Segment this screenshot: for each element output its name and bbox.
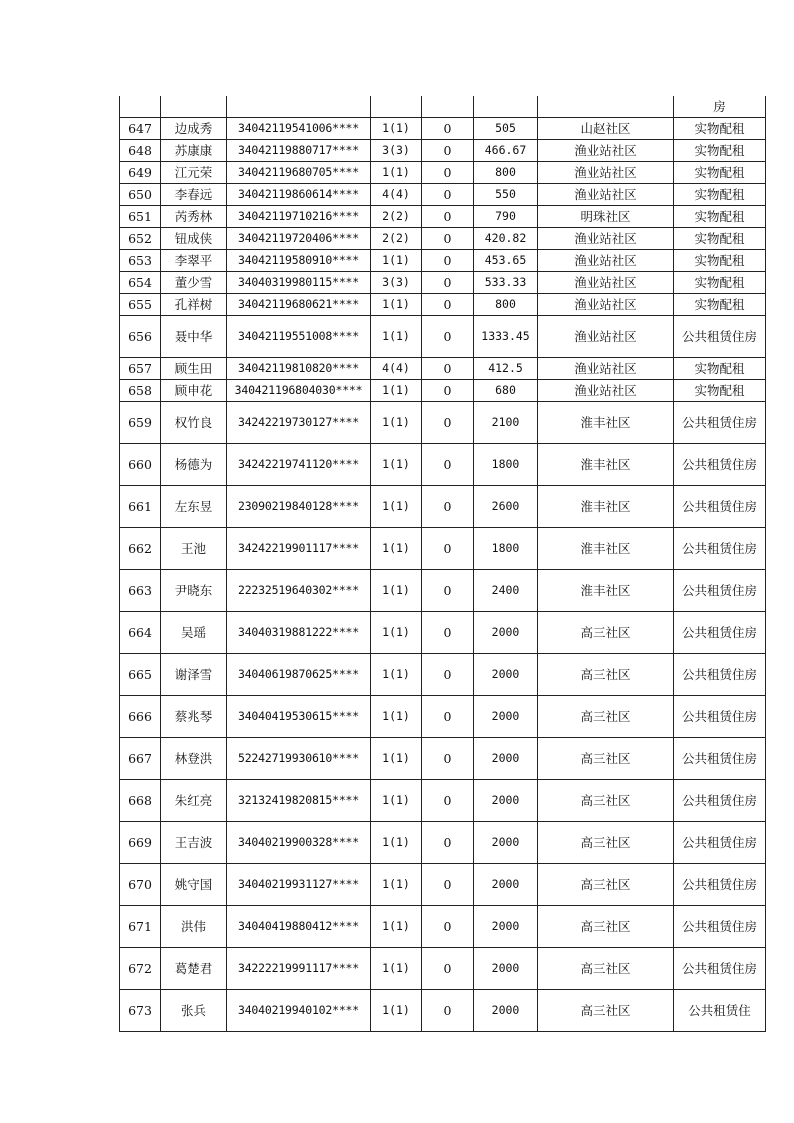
cell-name: 李春远 <box>161 184 227 206</box>
cell-community: 淮丰社区 <box>538 444 674 486</box>
cell-no: 668 <box>120 780 161 822</box>
cell-housing-type: 实物配租 <box>674 228 766 250</box>
cell-housing-type: 实物配租 <box>674 272 766 294</box>
cell-id-number: 34042119541006**** <box>227 118 371 140</box>
cell-no: 666 <box>120 696 161 738</box>
cell-housing-type: 公共租赁住房 <box>674 612 766 654</box>
cell-zero: 0 <box>422 272 474 294</box>
cell-id-number: 34042119680705**** <box>227 162 371 184</box>
cell-name: 尹晓东 <box>161 570 227 612</box>
cell-no: 656 <box>120 316 161 358</box>
table-row <box>120 612 766 654</box>
cell-zero: 0 <box>422 162 474 184</box>
cell-id-number: 34042119710216**** <box>227 206 371 228</box>
cell-housing-type: 公共租赁住房 <box>674 864 766 906</box>
cell-community: 淮丰社区 <box>538 486 674 528</box>
cell-zero: 0 <box>422 380 474 402</box>
cell-zero: 0 <box>422 654 474 696</box>
cell-no: 665 <box>120 654 161 696</box>
cell-id-number: 32132419820815**** <box>227 780 371 822</box>
cell-amount: 1333.45 <box>474 316 538 358</box>
cell-community: 山赵社区 <box>538 118 674 140</box>
table-row <box>120 140 766 162</box>
cell-household: 3(3) <box>371 140 422 162</box>
cell-household: 1(1) <box>371 486 422 528</box>
cell-housing-type: 公共租赁住 <box>674 990 766 1032</box>
cell-no: 652 <box>120 228 161 250</box>
cell-housing-type: 公共租赁住房 <box>674 948 766 990</box>
cell-no: 660 <box>120 444 161 486</box>
table-row <box>120 228 766 250</box>
cell-amount: 680 <box>474 380 538 402</box>
cell-name: 江元荣 <box>161 162 227 184</box>
cell-id-number: 34040319881222**** <box>227 612 371 654</box>
cell-name: 左东昱 <box>161 486 227 528</box>
cell-no: 650 <box>120 184 161 206</box>
cell-name <box>161 96 227 118</box>
cell-community: 高三社区 <box>538 906 674 948</box>
cell-no: 663 <box>120 570 161 612</box>
cell-name: 苏康康 <box>161 140 227 162</box>
table-row <box>120 380 766 402</box>
cell-community: 渔业站社区 <box>538 140 674 162</box>
cell-community: 渔业站社区 <box>538 184 674 206</box>
cell-household: 2(2) <box>371 206 422 228</box>
cell-community: 高三社区 <box>538 738 674 780</box>
table-row <box>120 864 766 906</box>
cell-name: 芮秀林 <box>161 206 227 228</box>
cell-no: 673 <box>120 990 161 1032</box>
cell-name: 林登洪 <box>161 738 227 780</box>
table-row-continued <box>120 96 766 118</box>
cell-amount: 1800 <box>474 444 538 486</box>
cell-zero: 0 <box>422 444 474 486</box>
cell-amount: 2400 <box>474 570 538 612</box>
cell-no: 654 <box>120 272 161 294</box>
cell-housing-type: 公共租赁住房 <box>674 780 766 822</box>
cell-community: 高三社区 <box>538 864 674 906</box>
cell-zero: 0 <box>422 184 474 206</box>
cell-zero: 0 <box>422 570 474 612</box>
cell-zero: 0 <box>422 864 474 906</box>
cell-household: 1(1) <box>371 948 422 990</box>
cell-no: 651 <box>120 206 161 228</box>
cell-zero <box>422 96 474 118</box>
cell-housing-type: 公共租赁住房 <box>674 570 766 612</box>
table-row <box>120 184 766 206</box>
cell-household: 1(1) <box>371 822 422 864</box>
cell-zero: 0 <box>422 906 474 948</box>
cell-amount: 2000 <box>474 654 538 696</box>
cell-housing-type: 实物配租 <box>674 118 766 140</box>
cell-amount: 2000 <box>474 780 538 822</box>
cell-household: 4(4) <box>371 358 422 380</box>
cell-amount: 412.5 <box>474 358 538 380</box>
cell-community: 高三社区 <box>538 948 674 990</box>
cell-household: 1(1) <box>371 250 422 272</box>
cell-zero: 0 <box>422 402 474 444</box>
cell-name: 顾生田 <box>161 358 227 380</box>
cell-housing-type: 公共租赁住房 <box>674 486 766 528</box>
cell-no: 655 <box>120 294 161 316</box>
cell-housing-type: 实物配租 <box>674 358 766 380</box>
cell-housing-type: 房 <box>674 96 766 118</box>
cell-name: 权竹良 <box>161 402 227 444</box>
cell-id-number: 34042119880717**** <box>227 140 371 162</box>
cell-no: 670 <box>120 864 161 906</box>
cell-name: 孔祥树 <box>161 294 227 316</box>
cell-household: 1(1) <box>371 316 422 358</box>
cell-household: 1(1) <box>371 654 422 696</box>
cell-community: 高三社区 <box>538 696 674 738</box>
cell-household: 1(1) <box>371 570 422 612</box>
cell-amount <box>474 96 538 118</box>
cell-name: 钮成侠 <box>161 228 227 250</box>
cell-community: 渔业站社区 <box>538 358 674 380</box>
cell-name: 朱红亮 <box>161 780 227 822</box>
cell-no: 647 <box>120 118 161 140</box>
cell-name: 顾申花 <box>161 380 227 402</box>
cell-household: 2(2) <box>371 228 422 250</box>
cell-household: 1(1) <box>371 380 422 402</box>
cell-household: 1(1) <box>371 612 422 654</box>
cell-no <box>120 96 161 118</box>
cell-community: 渔业站社区 <box>538 316 674 358</box>
table-row <box>120 402 766 444</box>
cell-name: 蔡兆琴 <box>161 696 227 738</box>
table-row <box>120 358 766 380</box>
cell-name: 李翠平 <box>161 250 227 272</box>
cell-id-number: 34040419530615**** <box>227 696 371 738</box>
cell-community: 渔业站社区 <box>538 380 674 402</box>
cell-id-number: 340421196804030**** <box>227 380 371 402</box>
cell-amount: 2000 <box>474 696 538 738</box>
table-row <box>120 272 766 294</box>
cell-community: 高三社区 <box>538 654 674 696</box>
cell-household: 1(1) <box>371 444 422 486</box>
cell-housing-type: 实物配租 <box>674 140 766 162</box>
housing-allocation-table <box>119 96 766 1032</box>
cell-zero: 0 <box>422 294 474 316</box>
cell-community: 淮丰社区 <box>538 570 674 612</box>
cell-amount: 2000 <box>474 612 538 654</box>
cell-housing-type: 实物配租 <box>674 206 766 228</box>
cell-zero: 0 <box>422 118 474 140</box>
cell-community: 渔业站社区 <box>538 250 674 272</box>
cell-id-number: 34040419880412**** <box>227 906 371 948</box>
cell-id-number: 23090219840128**** <box>227 486 371 528</box>
cell-zero: 0 <box>422 990 474 1032</box>
cell-amount: 2000 <box>474 822 538 864</box>
cell-amount: 2000 <box>474 906 538 948</box>
cell-id-number: 34040619870625**** <box>227 654 371 696</box>
cell-id-number: 34242219730127**** <box>227 402 371 444</box>
cell-zero: 0 <box>422 486 474 528</box>
cell-community: 渔业站社区 <box>538 228 674 250</box>
cell-no: 659 <box>120 402 161 444</box>
table-body <box>120 96 766 1032</box>
cell-community: 淮丰社区 <box>538 402 674 444</box>
table-row <box>120 486 766 528</box>
cell-housing-type: 实物配租 <box>674 250 766 272</box>
cell-housing-type: 公共租赁住房 <box>674 528 766 570</box>
table-row <box>120 444 766 486</box>
cell-community <box>538 96 674 118</box>
table-row <box>120 696 766 738</box>
cell-name: 边成秀 <box>161 118 227 140</box>
table-row <box>120 294 766 316</box>
cell-household <box>371 96 422 118</box>
cell-amount: 2000 <box>474 864 538 906</box>
cell-zero: 0 <box>422 528 474 570</box>
cell-amount: 420.82 <box>474 228 538 250</box>
cell-name: 吴瑶 <box>161 612 227 654</box>
cell-housing-type: 公共租赁住房 <box>674 738 766 780</box>
table-row <box>120 780 766 822</box>
cell-amount: 2000 <box>474 948 538 990</box>
cell-no: 671 <box>120 906 161 948</box>
cell-no: 667 <box>120 738 161 780</box>
cell-household: 1(1) <box>371 738 422 780</box>
cell-name: 姚守国 <box>161 864 227 906</box>
table-row <box>120 738 766 780</box>
cell-no: 657 <box>120 358 161 380</box>
table-row <box>120 570 766 612</box>
cell-id-number: 34242219741120**** <box>227 444 371 486</box>
cell-name: 谢泽雪 <box>161 654 227 696</box>
cell-household: 1(1) <box>371 118 422 140</box>
cell-id-number: 34242219901117**** <box>227 528 371 570</box>
cell-community: 淮丰社区 <box>538 528 674 570</box>
cell-zero: 0 <box>422 738 474 780</box>
cell-no: 664 <box>120 612 161 654</box>
cell-community: 高三社区 <box>538 990 674 1032</box>
table-row <box>120 118 766 140</box>
cell-housing-type: 公共租赁住房 <box>674 822 766 864</box>
cell-household: 3(3) <box>371 272 422 294</box>
table-row <box>120 206 766 228</box>
cell-housing-type: 实物配租 <box>674 380 766 402</box>
cell-amount: 1800 <box>474 528 538 570</box>
cell-id-number: 34042119580910**** <box>227 250 371 272</box>
cell-zero: 0 <box>422 358 474 380</box>
cell-zero: 0 <box>422 696 474 738</box>
cell-zero: 0 <box>422 780 474 822</box>
table-row <box>120 162 766 184</box>
cell-amount: 533.33 <box>474 272 538 294</box>
cell-housing-type: 实物配租 <box>674 184 766 206</box>
cell-zero: 0 <box>422 206 474 228</box>
cell-housing-type: 公共租赁住房 <box>674 696 766 738</box>
cell-housing-type: 公共租赁住房 <box>674 654 766 696</box>
cell-zero: 0 <box>422 948 474 990</box>
cell-no: 648 <box>120 140 161 162</box>
cell-amount: 790 <box>474 206 538 228</box>
table-row <box>120 528 766 570</box>
table-row <box>120 654 766 696</box>
cell-name: 葛楚君 <box>161 948 227 990</box>
cell-no: 661 <box>120 486 161 528</box>
cell-id-number: 22232519640302**** <box>227 570 371 612</box>
cell-amount: 2000 <box>474 990 538 1032</box>
cell-amount: 505 <box>474 118 538 140</box>
cell-household: 1(1) <box>371 696 422 738</box>
cell-housing-type: 公共租赁住房 <box>674 316 766 358</box>
cell-name: 杨德为 <box>161 444 227 486</box>
cell-household: 1(1) <box>371 864 422 906</box>
cell-zero: 0 <box>422 822 474 864</box>
cell-household: 1(1) <box>371 528 422 570</box>
cell-amount: 453.65 <box>474 250 538 272</box>
cell-amount: 466.67 <box>474 140 538 162</box>
cell-household: 4(4) <box>371 184 422 206</box>
cell-name: 聂中华 <box>161 316 227 358</box>
cell-id-number: 34042119720406**** <box>227 228 371 250</box>
cell-zero: 0 <box>422 316 474 358</box>
cell-id-number: 34040219931127**** <box>227 864 371 906</box>
cell-community: 渔业站社区 <box>538 162 674 184</box>
cell-community: 明珠社区 <box>538 206 674 228</box>
cell-zero: 0 <box>422 250 474 272</box>
cell-name: 王池 <box>161 528 227 570</box>
cell-zero: 0 <box>422 612 474 654</box>
cell-id-number: 34042119860614**** <box>227 184 371 206</box>
cell-community: 高三社区 <box>538 780 674 822</box>
cell-household: 1(1) <box>371 402 422 444</box>
cell-id-number: 52242719930610**** <box>227 738 371 780</box>
cell-housing-type: 公共租赁住房 <box>674 444 766 486</box>
cell-no: 649 <box>120 162 161 184</box>
cell-id-number: 34042119810820**** <box>227 358 371 380</box>
cell-amount: 800 <box>474 294 538 316</box>
cell-amount: 550 <box>474 184 538 206</box>
cell-name: 张兵 <box>161 990 227 1032</box>
cell-id-number: 34042119680621**** <box>227 294 371 316</box>
table-row <box>120 948 766 990</box>
cell-housing-type: 公共租赁住房 <box>674 402 766 444</box>
table-row <box>120 316 766 358</box>
cell-name: 洪伟 <box>161 906 227 948</box>
cell-id-number: 34040219900328**** <box>227 822 371 864</box>
cell-community: 高三社区 <box>538 612 674 654</box>
cell-id-number <box>227 96 371 118</box>
cell-amount: 2100 <box>474 402 538 444</box>
cell-community: 渔业站社区 <box>538 272 674 294</box>
cell-housing-type: 实物配租 <box>674 162 766 184</box>
table-row <box>120 250 766 272</box>
cell-no: 672 <box>120 948 161 990</box>
cell-id-number: 34040319980115**** <box>227 272 371 294</box>
cell-household: 1(1) <box>371 906 422 948</box>
cell-household: 1(1) <box>371 294 422 316</box>
cell-name: 王吉波 <box>161 822 227 864</box>
cell-no: 653 <box>120 250 161 272</box>
cell-household: 1(1) <box>371 780 422 822</box>
table-row <box>120 990 766 1032</box>
cell-amount: 2000 <box>474 738 538 780</box>
cell-community: 渔业站社区 <box>538 294 674 316</box>
cell-no: 669 <box>120 822 161 864</box>
cell-zero: 0 <box>422 228 474 250</box>
cell-amount: 800 <box>474 162 538 184</box>
cell-no: 662 <box>120 528 161 570</box>
cell-no: 658 <box>120 380 161 402</box>
cell-id-number: 34222219991117**** <box>227 948 371 990</box>
cell-amount: 2600 <box>474 486 538 528</box>
cell-id-number: 34042119551008**** <box>227 316 371 358</box>
cell-zero: 0 <box>422 140 474 162</box>
cell-housing-type: 实物配租 <box>674 294 766 316</box>
cell-housing-type: 公共租赁住房 <box>674 906 766 948</box>
cell-name: 董少雪 <box>161 272 227 294</box>
cell-household: 1(1) <box>371 990 422 1032</box>
table-row <box>120 822 766 864</box>
table-row <box>120 906 766 948</box>
cell-household: 1(1) <box>371 162 422 184</box>
cell-id-number: 34040219940102**** <box>227 990 371 1032</box>
cell-community: 高三社区 <box>538 822 674 864</box>
